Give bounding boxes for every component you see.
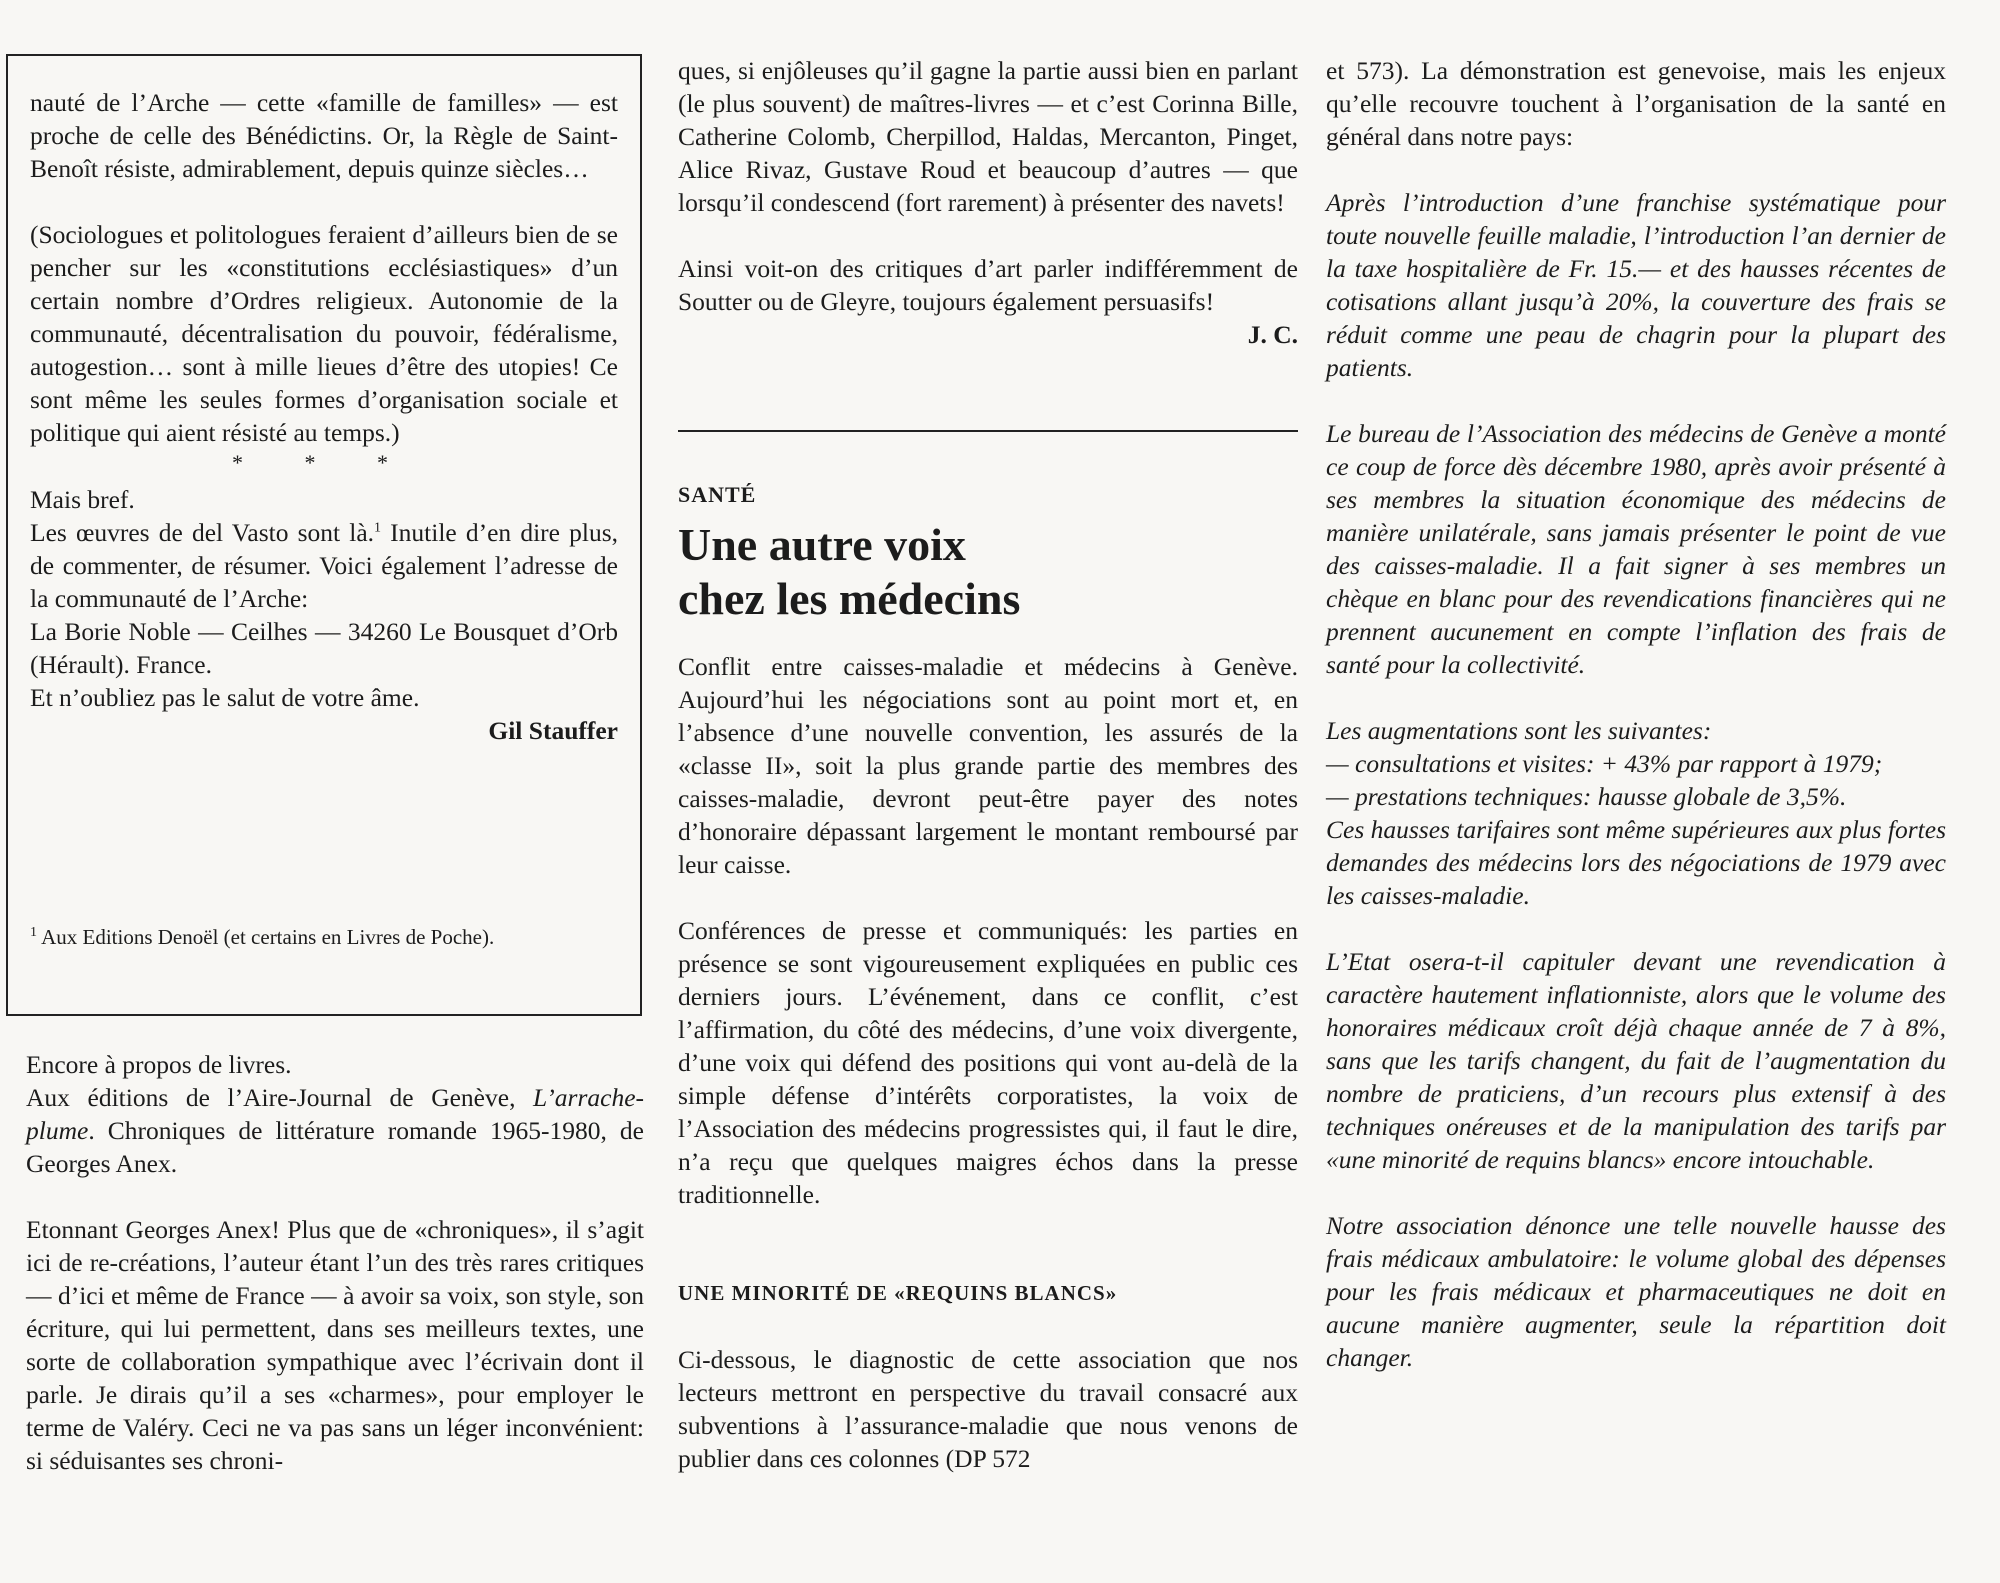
box-paragraph-4: Les œuvres de del Vasto sont là.$^1$ Inutile d’en dire plus, de commenter, de résumer. Voici également l’adresse de la communauté de l’Arche: bbox=[30, 518, 618, 613]
review-paragraph-2: Aux éditions de l’Aire-Journal de Genève, L’arrache-plume. Chroniques de littérature romande 1965-1980, de Georges Anex. bbox=[26, 1083, 644, 1178]
quote-paragraph-6: Notre association dénonce une telle nouvelle hausse des frais médicaux ambulatoire: le volume global des dépenses pour les frais médicaux et pharmaceutiques ne doit en aucune manière augmenter, seule la répartition doit changer. bbox=[1326, 1211, 1946, 1372]
box-paragraph-3: Mais bref. bbox=[30, 485, 135, 514]
article-subhead: UNE MINORITÉ DE «REQUINS BLANCS» bbox=[678, 1281, 1118, 1305]
box-paragraph-6: Et n’oubliez pas le salut de votre âme. bbox=[30, 683, 420, 712]
quote-paragraph-3: Les augmentations sont les suivantes: bbox=[1326, 716, 1712, 745]
section-kicker: SANTÉ bbox=[678, 482, 757, 507]
quote-paragraph-1: Après l’introduction d’une franchise systématique pour toute nouvelle feuille maladie, l’introduction l’an dernier de la taxe hospitalière de Fr. 15.— et des hausses récentes de cotisations allant jusqu’à 20%, la couverture des frais se réduit comme une peau de chagrin pour la plupart des patients. bbox=[1326, 188, 1946, 382]
article-paragraph-1: Conflit entre caisses-maladie et médecins à Genève. Aujourd’hui les négociations sont au point mort et, en l’absence d’une nouvelle convention, les assurés de la «classe II», soit la plus grande partie des membres des caisses-maladie, devront peut-être payer des notes d’honoraire dépassant largement le montant remboursé par leur caisse. bbox=[678, 652, 1298, 879]
book-review-end bbox=[678, 54, 1298, 351]
boxed-article bbox=[6, 54, 642, 1016]
section-separator: * * * bbox=[232, 450, 416, 475]
quote-paragraph-5: L’Etat osera-t-il capituler devant une revendication à caractère hautement inflationniste, alors que le volume des honoraires médicaux croît déjà chaque année de 7 à 8%, sans que les tarifs changent, du fait de l’augmentation du nombre de praticiens, d’un recours plus extensif à des techniques onéreuses et de la manipulation des tarifs par «une minorité de requins blancs» encore intouchable. bbox=[1326, 947, 1946, 1174]
address-paragraph: La Borie Noble — Ceilhes — 34260 Le Bousquet d’Orb (Hérault). France. bbox=[30, 617, 618, 679]
footnote-reference: 1 bbox=[374, 520, 382, 536]
review-paragraph-1: Encore à propos de livres. bbox=[26, 1050, 292, 1079]
health-article-body bbox=[678, 650, 1298, 1475]
review-signature: J. C. bbox=[1247, 320, 1298, 349]
article-divider bbox=[678, 430, 1298, 432]
quote-list-item-1: — consultations et visites: + 43% par rapport à 1979; bbox=[1326, 749, 1883, 778]
box-paragraph-1: nauté de l’Arche — cette «famille de familles» — est proche de celle des Bénédictins. Or, la Règle de Saint-Benoît résiste, admirablement, depuis quinze siècles… bbox=[30, 88, 618, 183]
book-review-start bbox=[26, 1048, 644, 1477]
article-headline: Une autre voix chez les médecins bbox=[678, 519, 1021, 624]
quote-list-item-2: — prestations techniques: hausse globale de 3,5%. bbox=[1326, 782, 1847, 811]
health-article-continued bbox=[1326, 54, 1946, 1374]
review-paragraph-5: Ainsi voit-on des critiques d’art parler indifféremment de Soutter ou de Gleyre, toujours également persuasifs! bbox=[678, 254, 1298, 316]
article-paragraph-3: Ci-dessous, le diagnostic de cette association que nos lecteurs mettront en perspective du travail consacré aux subventions à l’assurance-maladie que nous venons de publier dans ces colonnes (DP 572 bbox=[678, 1345, 1298, 1473]
article-paragraph-4: et 573). La démonstration est genevoise, mais les enjeux qu’elle recouvre touchent à l’organisation de la santé en général dans notre pays: bbox=[1326, 56, 1946, 151]
box-paragraph-2: (Sociologues et politologues feraient d’ailleurs bien de se pencher sur les «constitutions ecclésiastiques» d’un certain nombre d’Ordres religieux. Autonomie de la communauté, décentralisation du pouvoir, fédéralisme, autogestion… sont à mille lieues d’être des utopies! Ce sont même les seules formes d’organisation sociale et politique qui aient résisté au temps.) bbox=[30, 220, 618, 447]
article-paragraph-2: Conférences de presse et communiqués: les parties en présence se sont vigoureusement expliquées en public ces derniers jours. L’événement, dans ce conflit, c’est l’affirmation, du côté des médecins, d’une voix divergente, d’une voix qui défend des positions qui vont au-delà de la simple défense d’intérêts corporatistes, la voix de l’Association des médecins progressistes qui, il faut le dire, n’a reçu que quelques maigres échos dans la presse traditionnelle. bbox=[678, 916, 1298, 1209]
review-paragraph-4: ques, si enjôleuses qu’il gagne la partie aussi bien en parlant (le plus souvent) de maîtres-livres — et c’est Corinna Bille, Catherine Colomb, Cherpillod, Haldas, Mercanton, Pinget, Alice Rivaz, Gustave Roud et beaucoup d’autres — que lorsqu’il condescend (fort rarement) à présenter des navets! bbox=[678, 56, 1298, 217]
quote-paragraph-4: Ces hausses tarifaires sont même supérieures aux plus fortes demandes des médecins lors des négociations de 1979 avec les caisses-maladie. bbox=[1326, 815, 1946, 910]
book-title: L’arrache-plume bbox=[26, 1083, 644, 1145]
quote-paragraph-2: Le bureau de l’Association des médecins de Genève a monté ce coup de force dès décembre 1980, après avoir présenté à ses membres la situation économique des médecins de manière unilatérale, sans jamais présenter le point de vue des caisses-maladie. Il a fait signer à ses membres un chèque en blanc pour des revendications financières qui ne prennent aucunement en compte l’inflation des frais de santé pour la collectivité. bbox=[1326, 419, 1946, 679]
review-paragraph-3: Etonnant Georges Anex! Plus que de «chroniques», il s’agit ici de re-créations, l’auteur étant l’un des très rares critiques — d’ici et même de France — à avoir sa voix, son style, son écriture, qui lui permettent, dans ses meilleurs textes, une sorte de collaboration sympathique avec l’écrivain dont il parle. Je dirais qu’il a ses «charmes», pour employer le terme de Valéry. Ceci ne va pas sans un léger inconvénient: si séduisantes ses chroni- bbox=[26, 1215, 644, 1475]
footnote: $^1$ Aux Editions Denoël (et certains en Livres de Poche). bbox=[30, 925, 495, 949]
author-signature: Gil Stauffer bbox=[488, 716, 618, 745]
